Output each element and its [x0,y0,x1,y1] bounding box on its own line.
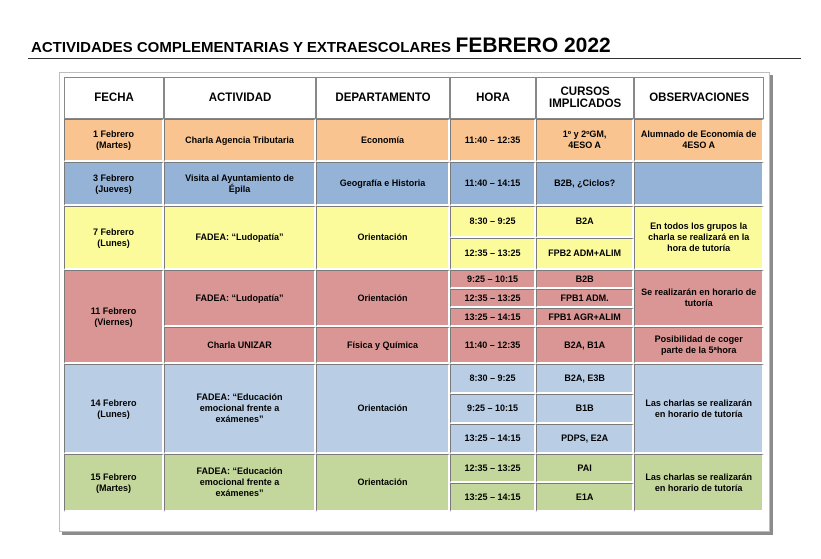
cell-departamento: Orientación [316,206,450,270]
cell-observaciones: Las charlas se realizarán en horario de tutoría [634,454,764,512]
cell-cursos: E1A [536,483,634,512]
table-row [64,119,764,162]
cell-hora: 8:30 – 9:25 [450,364,536,394]
cell-fecha: 14 Febrero (Lunes) [64,364,164,454]
cell-cursos: B2A, E3B [536,364,634,394]
cell-cursos: B2B [536,270,634,289]
title-prefix: ACTIVIDADES COMPLEMENTARIAS Y EXTRAESCOLARES [31,39,452,56]
table-row [64,270,764,289]
cell-cursos: PDPS, E2A [536,424,634,454]
cell-hora: 12:35 – 13:25 [450,238,536,270]
title-month: FEBRERO 2022 [455,34,611,57]
cell-observaciones [634,162,764,206]
table-row [64,364,764,394]
cell-hora: 13:25 – 14:15 [450,424,536,454]
header-hora: HORA [450,77,536,119]
cell-departamento: Economía [316,119,450,162]
cell-actividad: Charla UNIZAR [164,327,316,364]
cell-hora: 11:40 – 12:35 [450,119,536,162]
activities-table [64,77,764,512]
cell-departamento: Geografía e Historia [316,162,450,206]
cell-hora: 12:35 – 13:25 [450,289,536,308]
cell-fecha: 1 Febrero (Martes) [64,119,164,162]
cell-fecha: 7 Febrero (Lunes) [64,206,164,270]
cell-cursos: B2B, ¿Ciclos? [536,162,634,206]
cell-cursos: B2A [536,206,634,238]
cell-hora: 11:40 – 14:15 [450,162,536,206]
table-row [64,327,764,364]
cell-cursos: PAI [536,454,634,483]
cell-fecha: 3 Febrero (Jueves) [64,162,164,206]
cell-cursos: 1º y 2ºGM, 4ESO A [536,119,634,162]
cell-cursos: B2A, B1A [536,327,634,364]
header-row [64,77,764,119]
header-departamento: DEPARTAMENTO [316,77,450,119]
cell-observaciones: En todos los grupos la charla se realizará en la hora de tutoría [634,206,764,270]
header-actividad: ACTIVIDAD [164,77,316,119]
cell-cursos: B1B [536,394,634,424]
cell-actividad: FADEA: “Ludopatía” [164,270,316,327]
cell-departamento: Orientación [316,364,450,454]
cell-fecha: 11 Febrero (Viernes) [64,270,164,364]
cell-hora: 13:25 – 14:15 [450,483,536,512]
table-row [64,454,764,483]
cell-hora: 13:25 – 14:15 [450,308,536,327]
cell-cursos: FPB1 ADM. [536,289,634,308]
cell-cursos: FPB2 ADM+ALIM [536,238,634,270]
cell-observaciones: Posibilidad de coger parte de la 5ªhora [634,327,764,364]
cell-hora: 12:35 – 13:25 [450,454,536,483]
title-underline [28,58,801,59]
cell-actividad: Charla Agencia Tributaria [164,119,316,162]
cell-hora: 11:40 – 12:35 [450,327,536,364]
cell-observaciones: Las charlas se realizarán en horario de tutoría [634,364,764,454]
cell-observaciones: Alumnado de Economía de 4ESO A [634,119,764,162]
cell-cursos: FPB1 AGR+ALIM [536,308,634,327]
header-observaciones: OBSERVACIONES [634,77,764,119]
cell-departamento: Física y Química [316,327,450,364]
cell-hora: 9:25 – 10:15 [450,394,536,424]
cell-actividad: FADEA: “Educación emocional frente a exámenes” [164,454,316,512]
cell-observaciones: Se realizarán en horario de tutoría [634,270,764,327]
header-cursos: CURSOS IMPLICADOS [536,77,634,119]
cell-departamento: Orientación [316,454,450,512]
cell-departamento: Orientación [316,270,450,327]
cell-fecha: 15 Febrero (Martes) [64,454,164,512]
cell-actividad: Visita al Ayuntamiento de Épila [164,162,316,206]
cell-hora: 9:25 – 10:15 [450,270,536,289]
cell-actividad: FADEA: “Educación emocional frente a exámenes” [164,364,316,454]
page-title [31,34,611,58]
cell-actividad: FADEA: “Ludopatía” [164,206,316,270]
table-row [64,206,764,238]
header-fecha: FECHA [64,77,164,119]
table-row [64,162,764,206]
cell-hora: 8:30 – 9:25 [450,206,536,238]
